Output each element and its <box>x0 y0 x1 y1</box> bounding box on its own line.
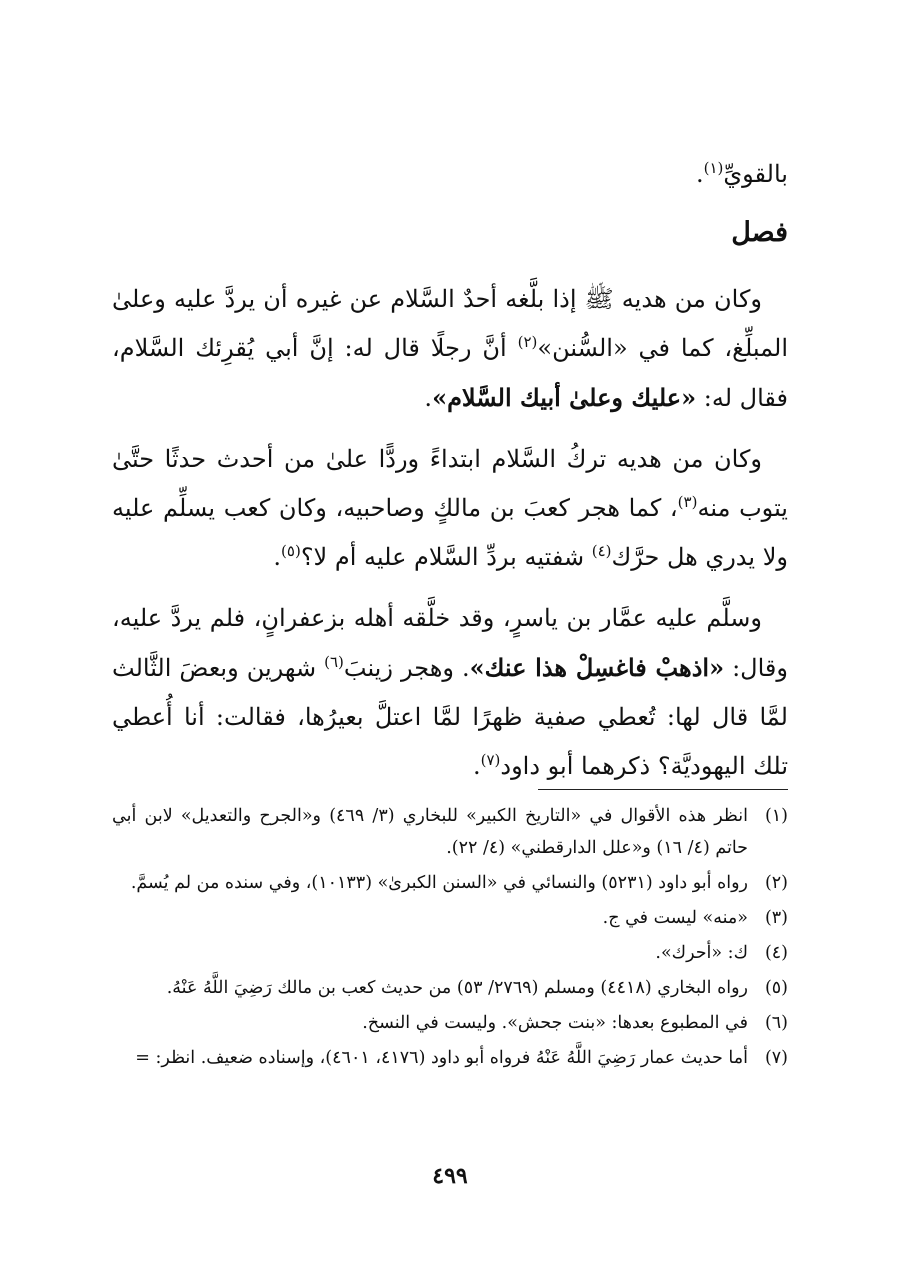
footnote-2 <box>112 867 788 899</box>
paragraph-2-text-b: ، كما هجر كعبَ بن مالكٍ وصاحبيه، وكان كعب يسلِّم عليه ولا يدري هل حرَّك <box>112 494 788 571</box>
footnote-7 <box>112 1042 788 1074</box>
footnote-number: (٢) <box>764 873 788 893</box>
footnote-number: (٦) <box>764 1013 788 1033</box>
paragraph-2 <box>112 435 788 582</box>
footnote-text: رواه البخاري (٤٤١٨) ومسلم (٢٧٦٩/ ٥٣) من حديث كعب بن مالك رَضِيَ اللَّهُ عَنْهُ. <box>166 978 748 998</box>
footnote-6 <box>112 1007 788 1039</box>
footnote-ref-3[interactable]: (٣) <box>677 493 698 511</box>
footnote-number: (٣) <box>764 908 788 928</box>
footnote-5 <box>112 972 788 1004</box>
paragraph-1-text-c: . <box>424 384 433 412</box>
footnote-divider <box>538 789 788 790</box>
paragraph-3 <box>112 594 788 791</box>
footnote-ref-2[interactable]: (٢) <box>517 333 538 351</box>
footnote-text: ك: «أحرك». <box>655 943 748 963</box>
footnote-ref-1[interactable]: (١) <box>703 159 724 177</box>
footnote-4 <box>112 937 788 969</box>
paragraph-2-text-d: . <box>273 543 282 571</box>
footnote-1 <box>112 800 788 864</box>
paragraph-1-text-b: أنَّ رجلًا قال له: إنَّ أبي يُقرِئك السَّلام، فقال له: <box>112 334 788 412</box>
footnote-text: انظر هذه الأقوال في «التاريخ الكبير» للبخاري (٣/ ٤٦٩) و«الجرح والتعديل» لابن أبي حاتم (٤/ ١٦) و«علل الدارقطني» (٤/ ٢٢). <box>112 806 748 858</box>
footnote-text: أما حديث عمار رَضِيَ اللَّهُ عَنْهُ فرواه أبو داود (٤١٧٦، ٤٦٠١)، وإسناده ضعيف. انظر: = <box>135 1048 748 1068</box>
paragraph-1-text-a: وكان من هديه ﷺ إذا بلَّغه أحدٌ السَّلام عن غيره أن يردَّ عليه وعلىٰ المبلِّغ، كما في «السُّنن» <box>112 285 788 362</box>
fragment-text: بالقويِّ <box>723 160 788 188</box>
footnote-number: (٥) <box>764 978 788 998</box>
fragment-tail: . <box>695 160 704 188</box>
footnote-text: في المطبوع بعدها: «بنت جحش». وليست في النسخ. <box>362 1013 748 1033</box>
paragraph-3-text-d: . <box>472 752 481 780</box>
paragraph-3-text-b: . وهجر زينبَ <box>343 654 470 682</box>
paragraph-2-text-c: شفتيه بردِّ السَّلام عليه أم لا؟ <box>300 543 592 571</box>
paragraph-1-quote: «عليك وعلىٰ أبيك السَّلام» <box>432 383 697 412</box>
footnote-3 <box>112 902 788 934</box>
footnote-ref-7[interactable]: (٧) <box>480 751 501 769</box>
footnote-text: «منه» ليست في ج. <box>602 908 748 928</box>
footnotes <box>112 800 788 1077</box>
main-text <box>112 150 788 791</box>
paragraph-3-text-c: شهرين وبعضَ الثَّالث لمَّا قال لها: تُعطي صفية ظهرًا لمَّا اعتلَّ بعيرُها، فقالت: أنا أُعطي تلك اليهوديَّة؟ ذكرهما أبو داود <box>112 654 788 780</box>
page-number: ٤٩٩ <box>432 1163 468 1189</box>
footnote-number: (٧) <box>764 1048 788 1068</box>
top-fragment <box>112 150 788 199</box>
footnote-ref-5[interactable]: (٥) <box>281 542 301 560</box>
paragraph-3-text-a: وسلَّم عليه عمَّار بن ياسرٍ، وقد خلَّقه أهله بزعفرانٍ، فلم يردَّ عليه، وقال: <box>112 604 788 682</box>
footnote-text: رواه أبو داود (٥٢٣١) والنسائي في «السنن الكبرىٰ» (١٠١٣٣)، وفي سنده من لم يُسمَّ. <box>130 873 748 893</box>
footnote-number: (١) <box>764 806 788 826</box>
footnote-number: (٤) <box>764 943 788 963</box>
paragraph-2-text-a: وكان من هديه تركُ السَّلام ابتداءً وردًّا علىٰ من أحدث حدثًا حتَّىٰ يتوب منه <box>112 445 788 522</box>
section-heading: فصل <box>731 217 788 248</box>
footnote-ref-4[interactable]: (٤) <box>591 542 612 560</box>
paragraph-1 <box>112 275 788 423</box>
footnote-ref-6[interactable]: (٦) <box>324 653 344 671</box>
paragraph-3-quote: «اذهبْ فاغسِلْ هذا عنك» <box>469 653 725 682</box>
